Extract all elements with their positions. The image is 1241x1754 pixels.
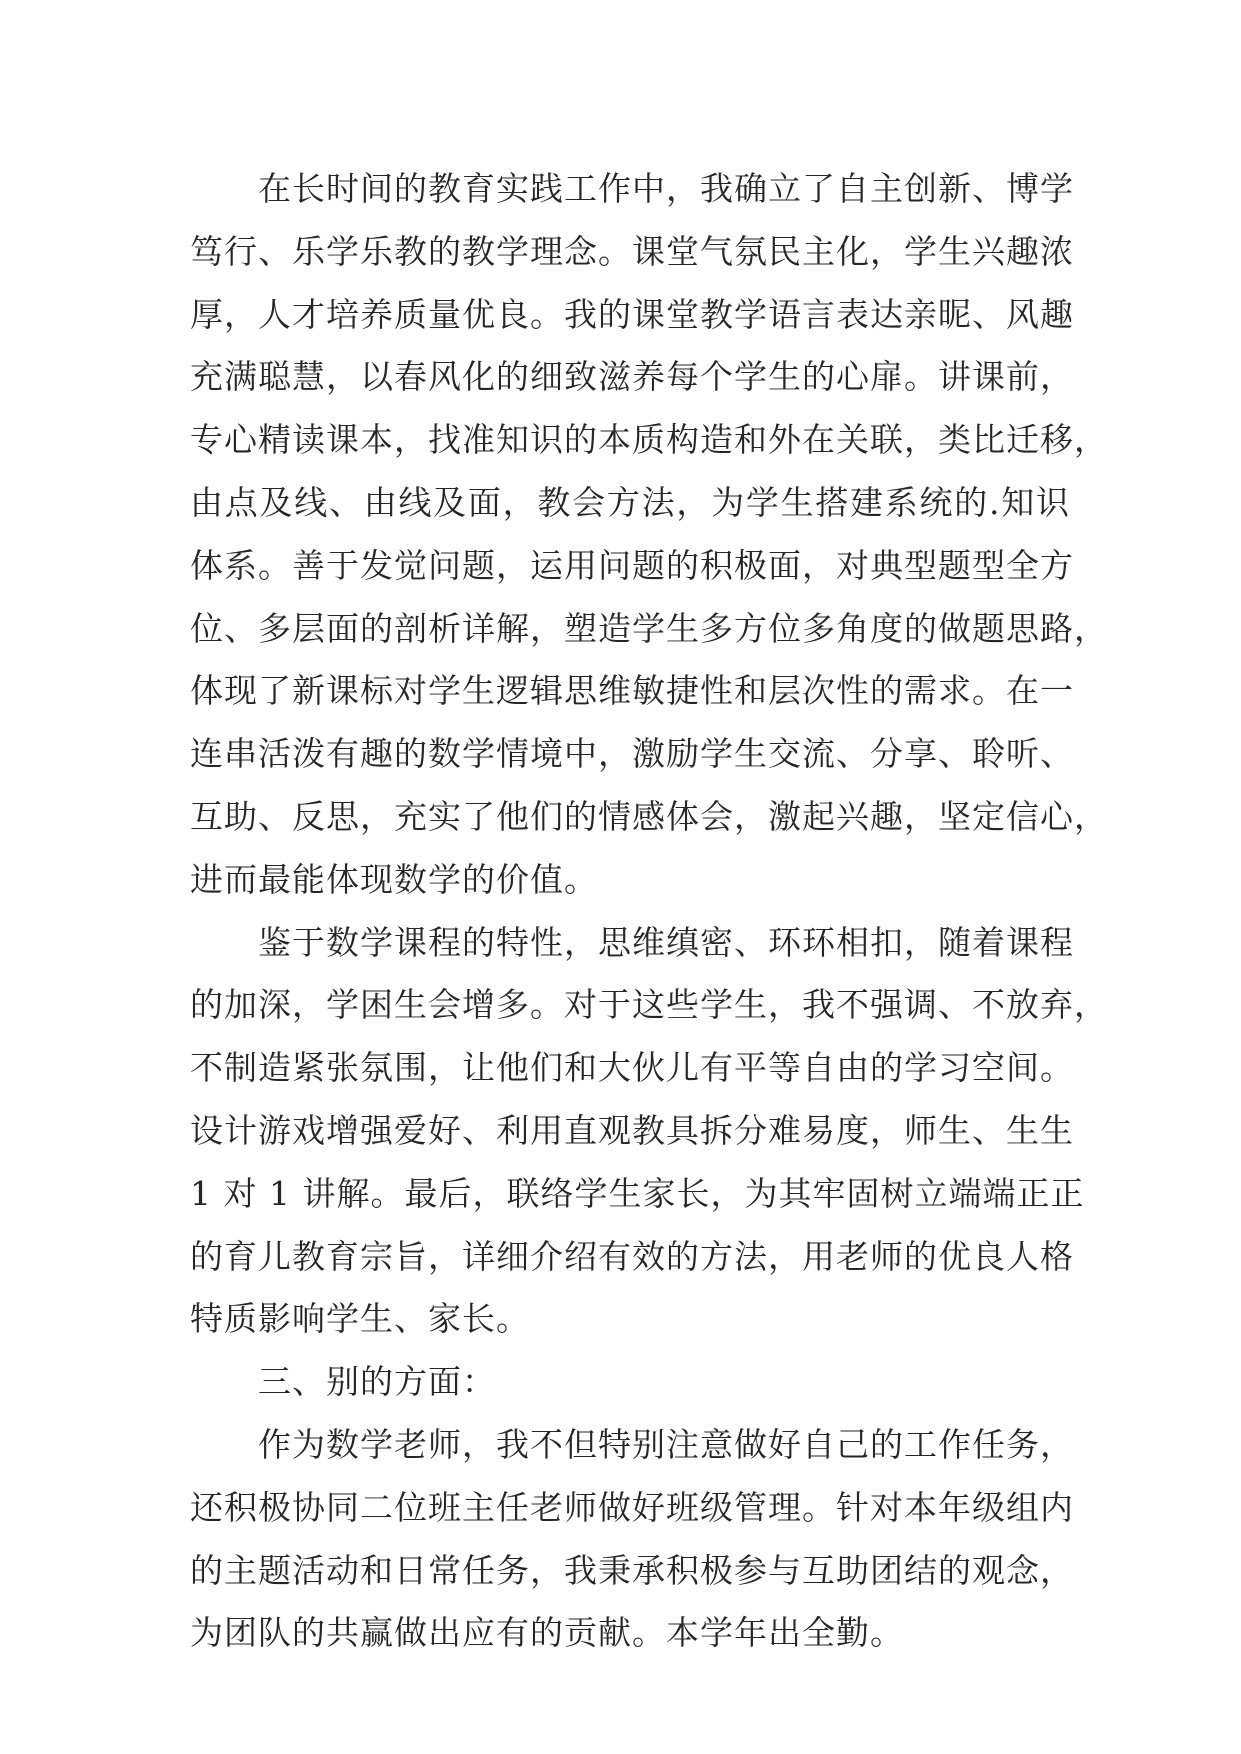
text-line: 由点及线、由线及面，教会方法，为学生搭建系统的.知识 [190,482,1070,522]
text-line: 互助、反思，充实了他们的情感体会，激起兴趣，坚定信心， [190,796,1108,836]
text-line: 进而最能体现数学的价值。 [190,859,598,899]
text-line: 为团队的共赢做出应有的贡献。本学年出全勤。 [190,1613,904,1653]
text-line: 鉴于数学课程的特性，思维缜密、环环相扣，随着课程 [258,922,1074,962]
document-body [190,158,1108,1665]
text-line: 体系。善于发觉问题，运用问题的积极面，对典型题型全方 [190,545,1074,585]
text-line: 不制造紧张氛围，让他们和大伙儿有平等自由的学习空间。 [190,1048,1074,1088]
section-heading: 三、别的方面： [258,1362,496,1402]
text-line: 专心精读课本，找准知识的本质构造和外在关联，类比迁移， [190,420,1108,460]
text-line: 的育儿教育宗旨，详细介绍有效的方法，用老师的优良人格 [190,1236,1074,1276]
text-line: 位、多层面的剖析详解，塑造学生多方位多角度的做题思路， [190,608,1108,648]
text-line: 在长时间的教育实践工作中，我确立了自主创新、博学 [258,169,1074,208]
text-line: 体现了新课标对学生逻辑思维敏捷性和层次性的需求。在一 [190,671,1074,711]
text-line: 作为数学老师，我不但特别注意做好自己的工作任务， [258,1424,1074,1464]
text-line: 充满聪慧，以春风化的细致滋养每个学生的心扉。讲课前， [190,357,1074,397]
text-line: 厚，人才培养质量优良。我的课堂教学语言表达亲昵、风趣 [190,294,1074,334]
paragraph-teaching-philosophy [190,158,1108,912]
text-line: 的加深，学困生会增多。对于这些学生，我不强调、不放弃， [190,985,1108,1025]
text-line: 笃行、乐学乐教的教学理念。课堂气氛民主化，学生兴趣浓 [190,231,1074,271]
text-line: 设计游戏增强爱好、利用直观教具拆分难易度，师生、生生 [190,1110,1074,1150]
paragraph-struggling-students [190,912,1108,1352]
paragraph-class-management [190,1414,1074,1665]
text-line: 1 对 1 讲解。最后，联络学生家长，为其牢固树立端端正正 [190,1173,1085,1213]
section-heading-other-aspects [190,1351,1070,1414]
text-line: 特质影响学生、家长。 [190,1299,530,1339]
text-line: 还积极协同二位班主任老师做好班级管理。针对本年级组内 [190,1487,1074,1527]
text-line: 的主题活动和日常任务，我秉承积极参与互助团结的观念， [190,1550,1074,1590]
text-line: 连串活泼有趣的数学情境中，激励学生交流、分享、聆听、 [190,734,1074,774]
